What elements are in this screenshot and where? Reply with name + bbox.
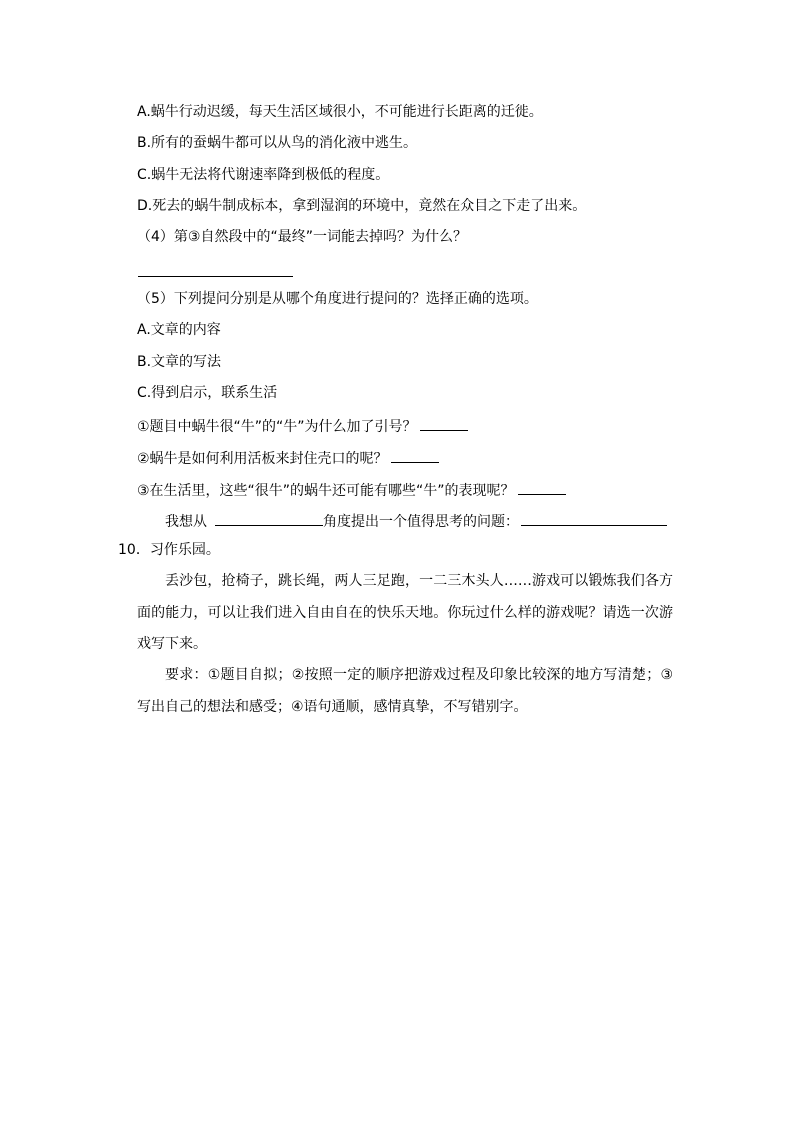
angle-blank[interactable] xyxy=(215,511,323,526)
my-question-line xyxy=(165,511,667,531)
answer-blank-1[interactable] xyxy=(420,416,468,431)
my-question-middle: 角度提出一个值得思考的问题： xyxy=(323,514,519,530)
question-10-intro: 丢沙包，抢椅子，跳长绳，两人三足跑，一二三木头人……游戏可以锻炼我们各方面的能力，可以让我们进入自由自在的快乐天地。你玩过什么样的游戏呢？请选一次游戏写下来。 xyxy=(137,573,673,652)
q5-question-2-text: ②蜗牛是如何利用活板来封住壳口的呢？ xyxy=(137,451,388,467)
q5-question-3-text: ③在生活里，这些“很牛”的蜗牛还可能有哪些“牛”的表现呢？ xyxy=(137,483,515,499)
question-blank[interactable] xyxy=(521,511,667,526)
answer-line-q4[interactable] xyxy=(138,276,293,277)
option-a: A.蜗牛行动迟缓，每天生活区域很小，不可能进行长距离的迁徙。 xyxy=(137,104,543,120)
option-c: C.蜗牛无法将代谢速率降到极低的程度。 xyxy=(137,167,390,183)
question-5: （5）下列提问分别是从哪个角度进行提问的？选择正确的选项。 xyxy=(137,291,538,307)
q5-option-b: B.文章的写法 xyxy=(137,354,222,370)
q5-question-1-text: ①题目中蜗牛很“牛”的“牛”为什么加了引号？ xyxy=(137,419,417,435)
answer-blank-2[interactable] xyxy=(391,448,439,463)
q5-option-a: A.文章的内容 xyxy=(137,322,221,338)
q5-question-1 xyxy=(137,416,468,436)
q5-question-2 xyxy=(137,448,439,468)
q5-question-3 xyxy=(137,480,566,500)
question-4: （4）第③自然段中的“最终”一词能去掉吗？为什么？ xyxy=(137,229,467,245)
answer-blank-3[interactable] xyxy=(518,480,566,495)
my-question-prefix: 我想从 xyxy=(165,514,207,530)
question-10-title: 10．习作乐园。 xyxy=(118,542,220,558)
option-b: B.所有的蚕蜗牛都可以从鸟的消化液中逃生。 xyxy=(137,135,418,151)
question-10-requirements: 要求：①题目自拟；②按照一定的顺序把游戏过程及印象比较深的地方写清楚；③写出自己的想法和感受；④语句通顺，感情真挚，不写错别字。 xyxy=(137,667,673,715)
q5-option-c: C.得到启示，联系生活 xyxy=(137,385,278,401)
option-d: D.死去的蜗牛制成标本，拿到湿润的环境中，竟然在众目之下走了出来。 xyxy=(137,198,587,214)
